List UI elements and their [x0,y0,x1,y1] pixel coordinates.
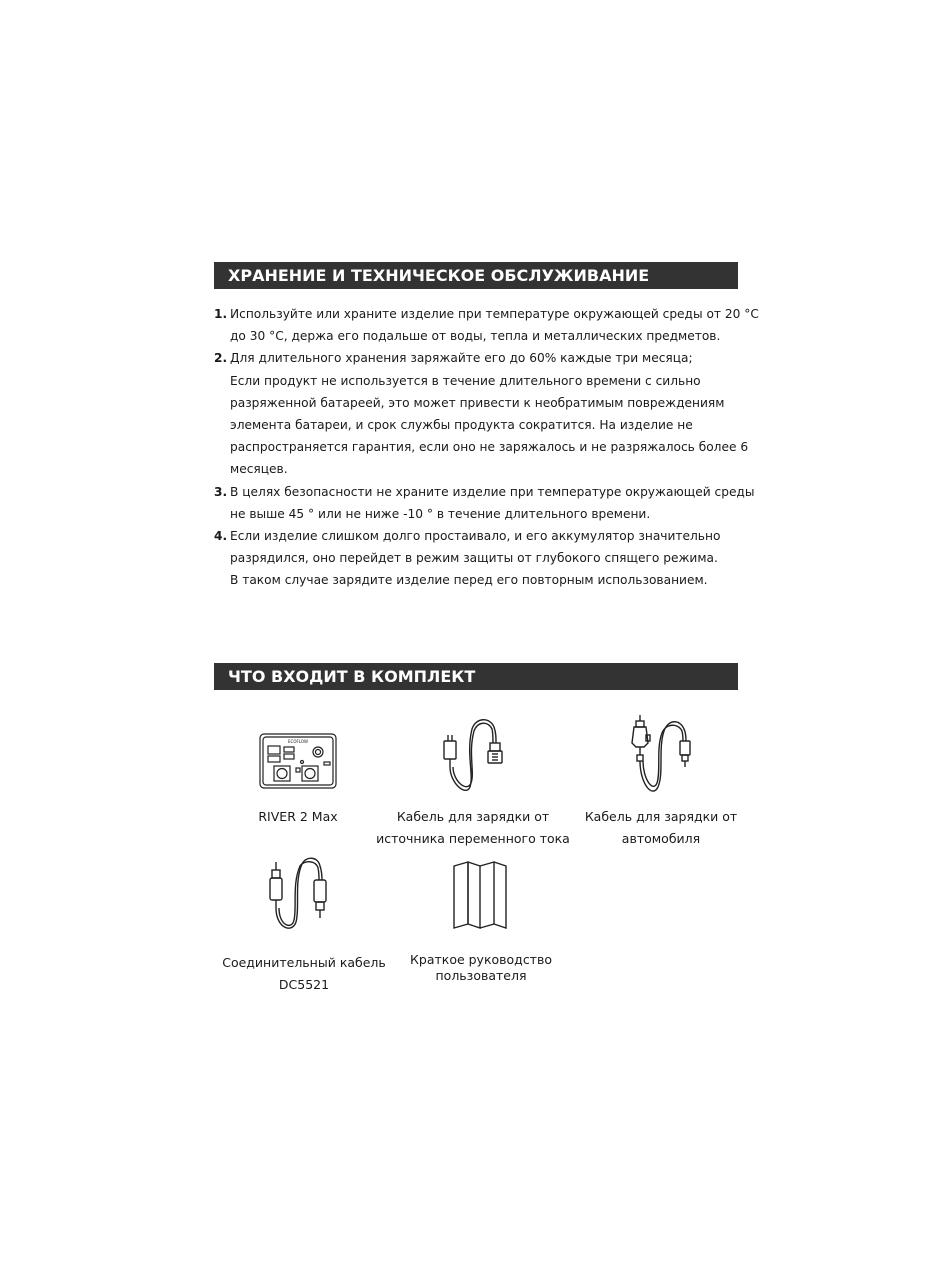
list-item-line: В целях безопасности не храните изделие при температуре окружающей среды [230,484,755,499]
kit-caption [580,806,742,850]
list-item-line: разряженной батареей, это может привести к необратимым повреждениям [230,395,725,410]
list-item-line: Используйте или храните изделие при температуре окружающей среды от 20 °C [230,307,759,321]
list-item-number: 3. [214,484,228,499]
kit-caption [373,806,573,850]
list-item-line: не выше 45 ° или не ниже -10 ° в течение длительного времени. [230,506,651,521]
kit-caption-line: Краткое руководство [410,952,552,967]
power-station-icon [258,732,338,790]
storage-section-title: ХРАНЕНИЕ И ТЕХНИЧЕСКОЕ ОБСЛУЖИВАНИЕ [214,262,738,289]
list-item-number: 2. [214,351,228,366]
list-item-line: В таком случае зарядите изделие перед его повторным использованием. [230,573,708,588]
list-item [214,347,749,480]
kit-section-title: ЧТО ВХОДИТ В КОМПЛЕКТ [214,663,738,690]
car-charging-cable-icon [628,713,700,803]
dc5521-cable-icon [262,852,334,936]
kit-caption-line: источника переменного тока [376,831,570,846]
list-item-number: 4. [214,529,228,544]
list-item [214,303,759,347]
list-item-line: распространяется гарантия, если оно не заряжалось и не разряжалось более 6 [230,440,749,455]
list-item-line: Если продукт не используется в течение длительного времени с сильно [230,373,701,388]
list-item-line: элемента батареи, и срок службы продукта сократится. На изделие не [230,418,693,433]
kit-caption-line: RIVER 2 Max [258,809,338,824]
kit-caption-line: DC5521 [278,977,330,992]
kit-caption-line: Кабель для зарядки от [584,809,738,824]
kit-caption [215,952,393,996]
ac-charging-cable-icon [440,713,510,803]
list-item-line: месяцев. [230,462,288,477]
list-item-line: разрядился, оно перейдет в режим защиты от глубокого спящего режима. [230,551,718,566]
kit-caption-line: Кабель для зарядки от [396,809,550,824]
list-item-number: 1. [214,307,228,321]
list-item-line: Если изделие слишком долго простаивало, и его аккумулятор значительно [230,529,721,544]
kit-caption-line: Соединительный кабель [222,955,386,970]
storage-instructions-list [214,303,759,592]
device-brand-label: ECOFLOW [288,739,308,744]
list-item [214,481,755,525]
quick-guide-icon [450,858,510,930]
list-item-line: Для длительного хранения заряжайте его до 60% каждые три месяца; [230,351,693,366]
list-item [214,525,744,592]
kit-caption-line: пользователя [435,968,527,983]
list-item-line: до 30 °C, держа его подальше от воды, тепла и металлических предметов. [230,329,721,344]
kit-caption-line: автомобиля [621,831,701,846]
kit-caption [396,952,566,984]
